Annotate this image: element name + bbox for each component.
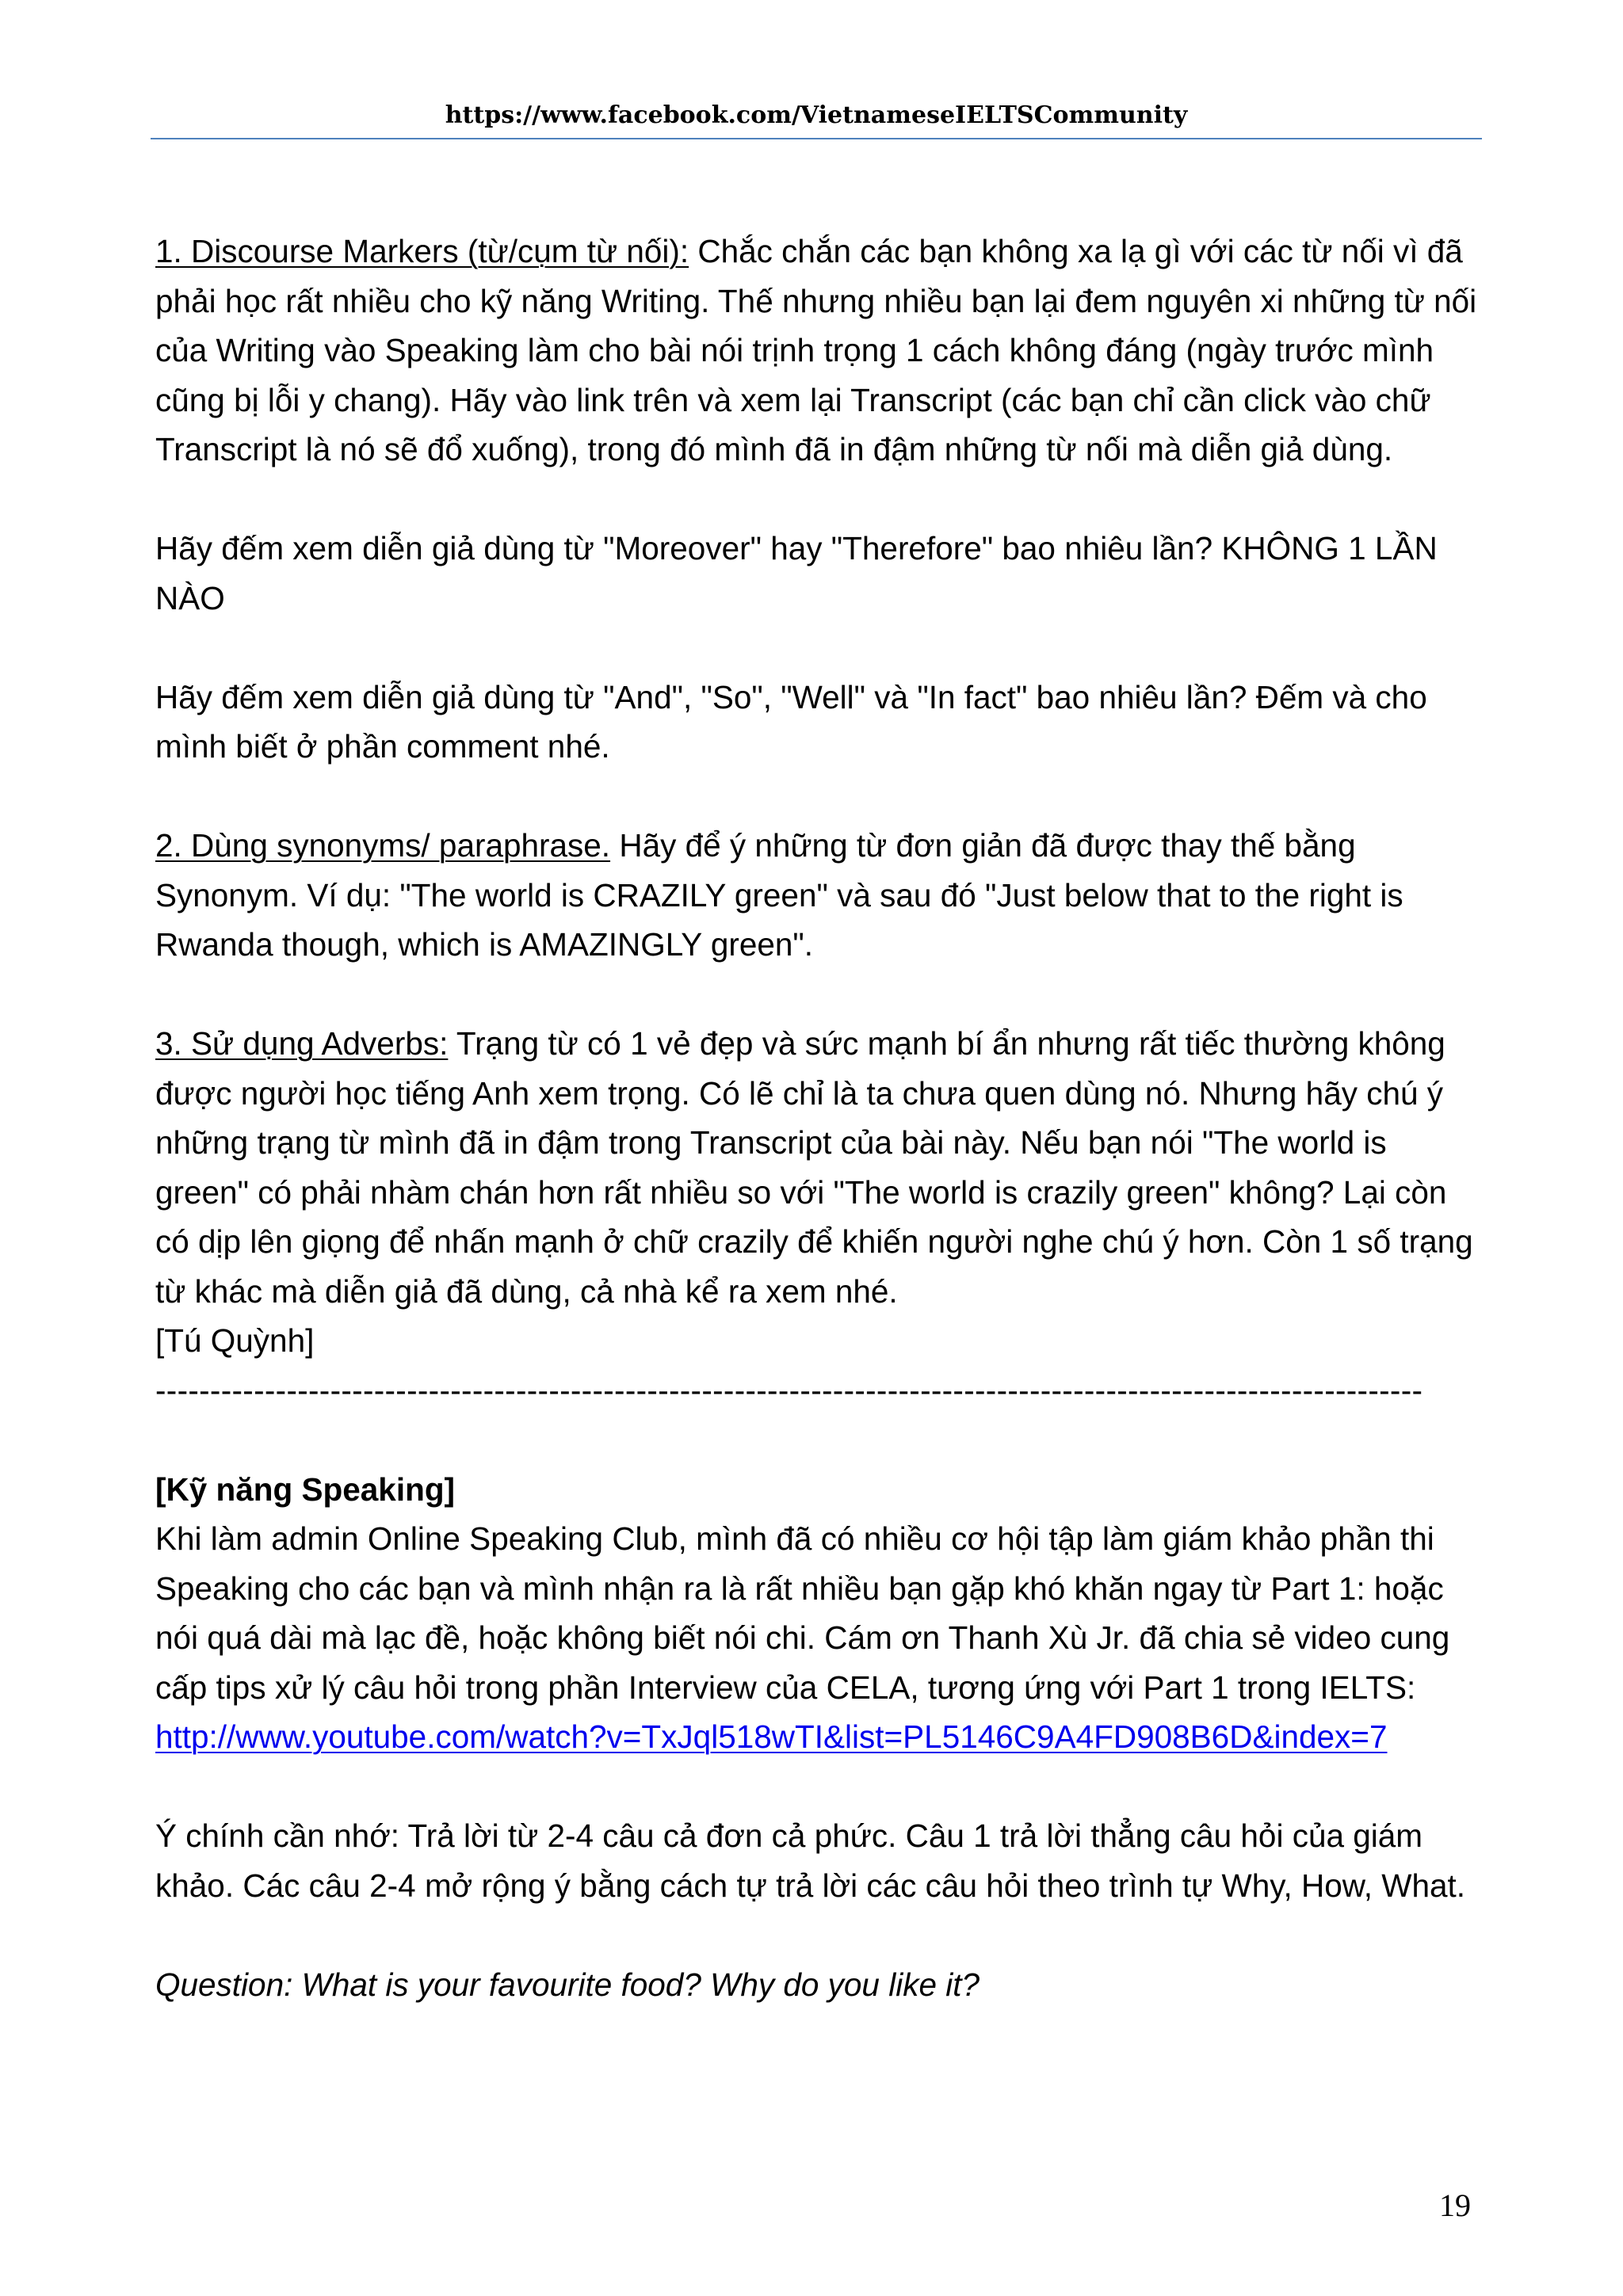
- main-idea-paragraph: Ý chính cần nhớ: Trả lời từ 2-4 câu cả đơn cả phức. Câu 1 trả lời thẳng câu hỏi của giám khảo. Các câu 2-4 mở rộng ý bằng cách tự trả lời các câu hỏi theo trình tự Why, How, What.: [155, 1817, 1466, 1904]
- section-heading-discourse-markers: 1. Discourse Markers (từ/cụm từ nối):: [155, 233, 689, 269]
- youtube-link[interactable]: http://www.youtube.com/watch?v=TxJql518wTI&list=PL5146C9A4FD908B6D&index=7: [155, 1718, 1388, 1755]
- sample-question: Question: What is your favourite food? Why do you like it?: [155, 1966, 980, 2003]
- section-heading-synonyms: 2. Dùng synonyms/ paraphrase.: [155, 827, 611, 864]
- section-text-discourse-markers: Chắc chắn các bạn không xa lạ gì với các từ nối vì đã phải học rất nhiều cho kỹ năng Writing. Thế nhưng nhiều bạn lại đem nguyên xi những từ nối của Writing vào Speaking làm cho bài nói trịnh trọng 1 cách không đáng (ngày trước mình cũng bị lỗi y chang). Hãy vào link trên và xem lại Transcript (các bạn chỉ cần click vào chữ Transcript là nó sẽ đổ xuống), trong đó mình đã in đậm những từ nối mà diễn giả dùng.: [155, 233, 1477, 467]
- section-text-synonyms: Hãy để ý những từ đơn giản đã được thay thế bằng Synonym. Ví dụ: "The world is CRAZILY green" và sau đó "Just below that to the right is Rwanda though, which is AMAZINGLY green".: [155, 827, 1403, 963]
- page-header-url: https://www.facebook.com/VietnameseIELTSCommunity: [445, 101, 1188, 129]
- section-discourse-markers: [155, 227, 1487, 475]
- document-body: [155, 227, 1487, 2009]
- youtube-link-paragraph: [155, 1712, 1487, 1762]
- speaking-section-title: [Kỹ năng Speaking]: [155, 1470, 456, 1508]
- paragraph-and-so-count: Hãy đếm xem diễn giả dùng từ "And", "So", "Well" và "In fact" bao nhiêu lần? Đếm và cho mình biết ở phần comment nhé.: [155, 678, 1427, 765]
- author-credit: [Tú Quỳnh]: [155, 1322, 315, 1359]
- dashed-line: --------------------------------------------------------------------------------------------------------------------: [155, 1371, 1423, 1409]
- section-separator: [155, 1366, 1487, 1416]
- header-divider: [151, 138, 1482, 139]
- paragraph-moreover-count: Hãy đếm xem diễn giả dùng từ "Moreover" hay "Therefore" bao nhiêu lần? KHÔNG 1 LẦN NÀO: [155, 530, 1438, 616]
- section-synonyms: [155, 821, 1487, 970]
- page-number: 19: [1439, 2187, 1471, 2223]
- section-text-adverbs: Trạng từ có 1 vẻ đẹp và sức mạnh bí ẩn nhưng rất tiếc thường không được người học tiếng Anh xem trọng. Có lẽ chỉ là ta chưa quen dùng nó. Nhưng hãy chú ý những trạng từ mình đã in đậm trong Transcript của bài này. Nếu bạn nói "The world is green" có phải nhàm chán hơn rất nhiều so với "The world is crazily green" không? Lại còn có dịp lên giọng để nhấn mạnh ở chữ crazily để khiến người nghe chú ý hơn. Còn 1 số trạng từ khác mà diễn giả đã dùng, cả nhà kể ra xem nhé.: [155, 1025, 1473, 1310]
- speaking-intro-text: Khi làm admin Online Speaking Club, mình đã có nhiều cơ hội tập làm giám khảo phần thi Speaking cho các bạn và mình nhận ra là rất nhiều bạn gặp khó khăn ngay từ Part 1: hoặc nói quá dài mà lạc đề, hoặc không biết nói chi. Cám ơn Thanh Xù Jr. đã chia sẻ video cung cấp tips xử lý câu hỏi trong phần Interview của CELA, tương ứng với Part 1 trong IELTS:: [155, 1520, 1450, 1706]
- section-heading-adverbs: 3. Sử dụng Adverbs:: [155, 1025, 449, 1062]
- section-adverbs: [155, 1019, 1487, 1316]
